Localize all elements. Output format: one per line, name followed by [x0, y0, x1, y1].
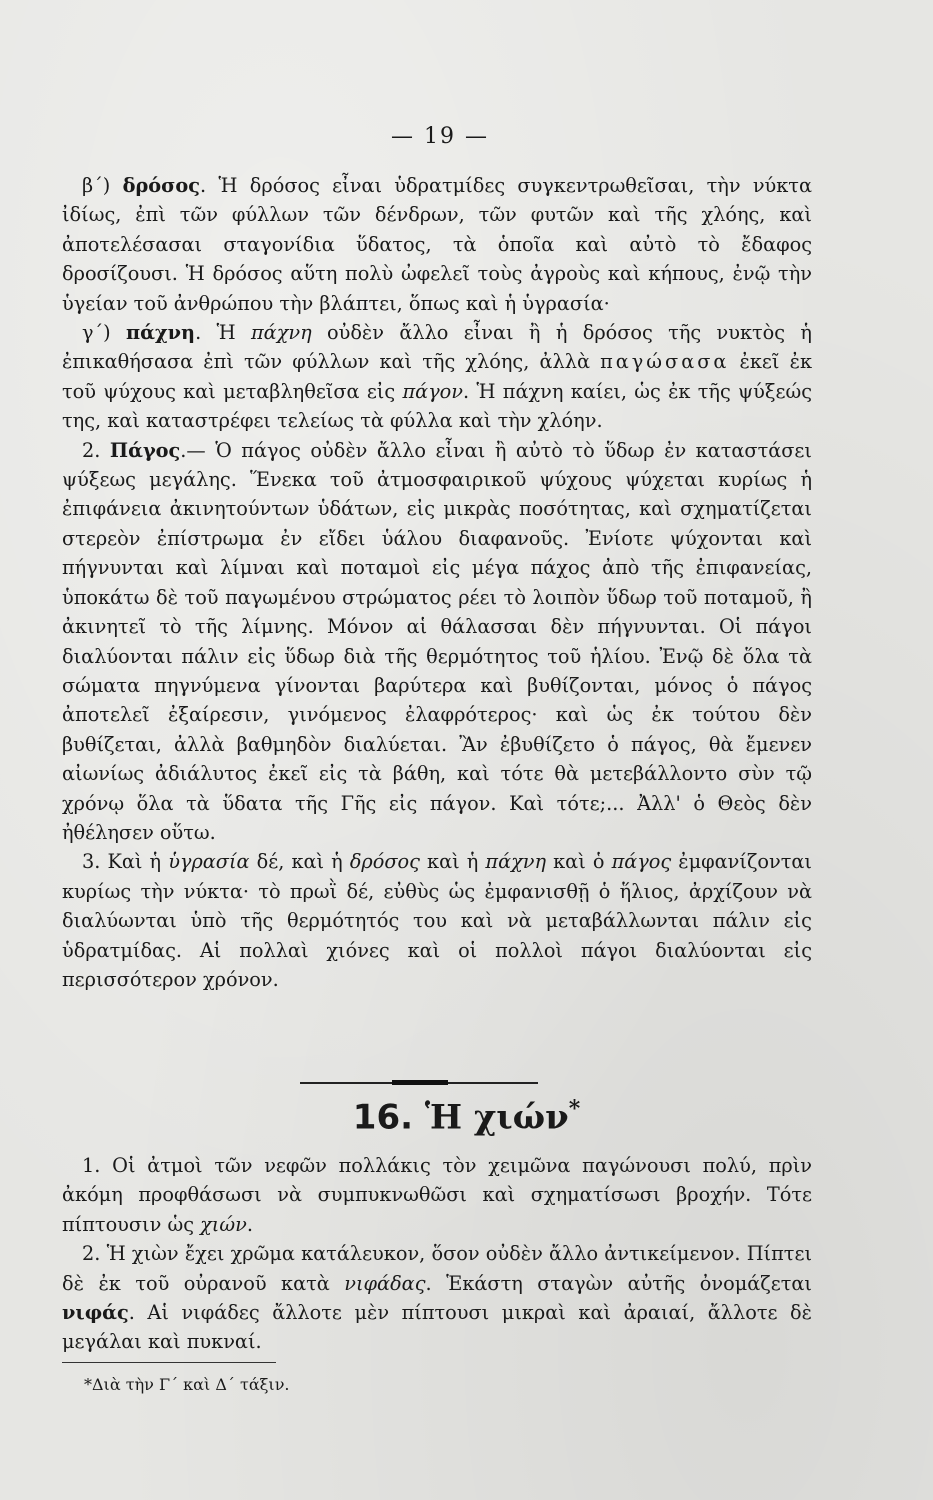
italic-word: δρόσος — [349, 850, 420, 874]
footnote-marker: * — [568, 1096, 581, 1122]
paragraph-text: ἐκεῖ ἐκ τοῦ ψύχους καὶ μεταβληθεῖσα εἰς — [62, 350, 812, 403]
divider-bar — [392, 1080, 448, 1085]
paragraph-text: . Ἡ πάχνη καίει, ὡς ἐκ τῆς ψύξεώς της, καὶ καταστρέφει τελείως τὰ φύλλα καὶ τὴν χλόην. — [62, 379, 812, 433]
paragraph-snow-1 — [62, 1151, 812, 1239]
paragraph-summary — [62, 847, 812, 994]
paragraph-snow-2 — [62, 1239, 812, 1357]
section-heading — [0, 1096, 933, 1137]
italic-word: πάχνη — [485, 850, 547, 874]
paragraph-text: . Αἱ νιφάδες ἄλλοτε μὲν πίπτουσι μικραὶ καὶ ἀραιαί, ἄλλοτε δὲ μεγάλαι καὶ πυκναί. — [62, 1301, 812, 1354]
term-drosos: δρόσος — [122, 174, 200, 197]
term-pagos: Πάγος — [109, 438, 181, 462]
italic-word: νιφάδας — [344, 1271, 426, 1295]
italic-word: πάγον — [402, 379, 463, 403]
paragraph-ice — [62, 436, 812, 848]
page-number: — 19 — — [391, 124, 489, 149]
spaced-word: παγώσασα — [600, 350, 730, 374]
footnote-rule — [62, 1362, 276, 1363]
paragraph-text: .— Ὁ πάγος οὐδὲν ἄλλο εἶναι ἢ αὐτὸ τὸ ὕδωρ ἐν καταστάσει ψύξεως μεγάλης. Ἕνεκα τοῦ ἀτμοσφαιρικοῦ ψύχους ψύχεται κυρίως ἡ ἐπιφάνεια ἀκινητούντων ὑδάτων, εἰς μικρὰς ποσότητας, καὶ σχηματίζεται στερεὸν ἐπίστρωμα ἐν εἴδει ὑάλου διαφανοῦς. Ἐνίοτε ψύχονται καὶ πήγνυνται καὶ λίμναι καὶ ποταμοὶ εἰς μέγα πάχος ἀπὸ τῆς ἐπιφανείας, ὑποκάτω δὲ τοῦ παγωμένου στρώματος ρέει τὸ λοιπὸν ὕδωρ τοῦ ποταμοῦ, ἢ ἀκινητεῖ τὸ τῆς λίμνης. Μόνον αἱ θάλασσαι δὲν πήγνυνται. Οἱ πάγοι διαλύονται πάλιν εἰς ὕδωρ διὰ τῆς θερμότητος τοῦ ἡλίου. Ἐνῷ δὲ ὅλα τὰ σώματα πηγνύμενα γίνονται βαρύτερα καὶ βυθίζονται, μόνος ὁ πάγος ἀποτελεῖ ἐξαίρεσιν, γινόμενος ἐλαφρότερος· καὶ ὡς ἐκ τούτου δὲν βυθίζεται, ἀλλὰ βαθμηδὸν διαλύεται. Ἂν ἐβυθίζετο ὁ πάγος, θὰ ἔμενεν αἰωνίως ἀδιάλυτος ἐκεῖ εἰς τὰ βάθη, καὶ τότε θὰ μετεβάλλοντο σὺν τῷ χρόνῳ ὅλα τὰ ὕδατα τῆς Γῆς εἰς πάγον. Καὶ τότε;... Ἀλλ' ὁ Θεὸς δὲν ἠθέλησεν οὕτω. — [62, 438, 812, 844]
heading-number: 16. — [352, 1097, 425, 1138]
paragraph-text: . Ἑκάστη σταγὼν αὐτῆς ὀνομάζεται — [425, 1271, 812, 1295]
heading-title: Ἡ χιών — [424, 1097, 569, 1138]
paragraph-frost — [62, 318, 812, 436]
paragraph-text: . — [246, 1212, 253, 1236]
footnote: *Διὰ τὴν Γ΄ καὶ Δ΄ τάξιν. — [84, 1375, 290, 1394]
paragraph-text: 2. Ἡ χιὼν ἔχει χρῶμα κατάλευκον, ὅσον οὐδὲν ἄλλο ἀντικείμενον. Πίπτει δὲ ἐκ τοῦ οὐρανοῦ κατὰ — [62, 1242, 812, 1295]
section-divider — [300, 1080, 538, 1085]
italic-word: πάχνη — [251, 321, 312, 345]
italic-word: χιών — [200, 1212, 247, 1236]
italic-word: πάγος — [611, 850, 672, 874]
paragraph-dew — [62, 171, 812, 318]
paragraph-text: 3. Καὶ ἡ — [82, 850, 169, 874]
item-label: 2. — [82, 438, 110, 462]
paragraph-text: οὐδὲν ἄλλο εἶναι ἢ ἡ δρόσος τῆς νυκτὸς ἡ ἐπικαθήσασα ἐπὶ τῶν φύλλων καὶ τῆς χλόης, ἀλλὰ — [62, 321, 812, 374]
text-block-lower — [62, 1151, 812, 1357]
paragraph-text: ἐμφανίζονται κυρίως τὴν νύκτα· τὸ πρωῒ δέ, εὐθὺς ὡς ἐμφανισθῇ ὁ ἥλιος, ἀρχίζουν νὰ διαλύωνται ὑπὸ τῆς θερμότητός του καὶ νὰ μεταβάλλωνται πάλιν εἰς ὑδρατμίδας. Αἱ πολλαὶ χιόνες καὶ οἱ πολλοὶ πάγοι διαλύονται εἰς περισσότερον χρόνον. — [62, 850, 812, 991]
paragraph-text: 1. Οἱ ἀτμοὶ τῶν νεφῶν πολλάκις τὸν χειμῶνα παγώνουσι πολύ, πρὶν ἀκόμη προφθάσωσι νὰ συμπυκνωθῶσι καὶ σχηματίσωσι βροχήν. Τότε πίπτουσιν ὡς — [62, 1154, 812, 1236]
paragraph-text: καὶ ὁ — [546, 850, 612, 874]
paragraph-text: . Ἡ δρόσος εἶναι ὑδρατμίδες συγκεντρωθεῖσαι, τὴν νύκτα ἰδίως, ἐπὶ τῶν φύλλων τῶν δένδρων, τῶν φυτῶν καὶ τῆς χλόης, καὶ ἀποτελέσασαι σταγονίδια ὕδατος, τὰ ὁποῖα καὶ αὐτὸ τὸ ἔδαφος δροσίζουσι. Ἡ δρόσος αὕτη πολὺ ὠφελεῖ τοὺς ἀγροὺς καὶ κήπους, ἐνῷ τὴν ὑγείαν τοῦ ἀνθρώπου τὴν βλάπτει, ὅπως καὶ ἡ ὑγρασία· — [62, 174, 812, 315]
term-pachni: πάχνη — [126, 321, 196, 345]
term-nifas: νιφάς — [62, 1301, 129, 1325]
paragraph-text: καὶ ἡ — [419, 850, 486, 874]
item-label: γ΄) — [82, 321, 127, 345]
text-block-upper — [62, 171, 812, 994]
italic-word: ὑγρασία — [168, 850, 250, 874]
item-label: β΄) — [82, 174, 123, 197]
paragraph-text: . Ἡ — [195, 321, 251, 345]
paragraph-text: δέ, καὶ ἡ — [249, 850, 350, 874]
